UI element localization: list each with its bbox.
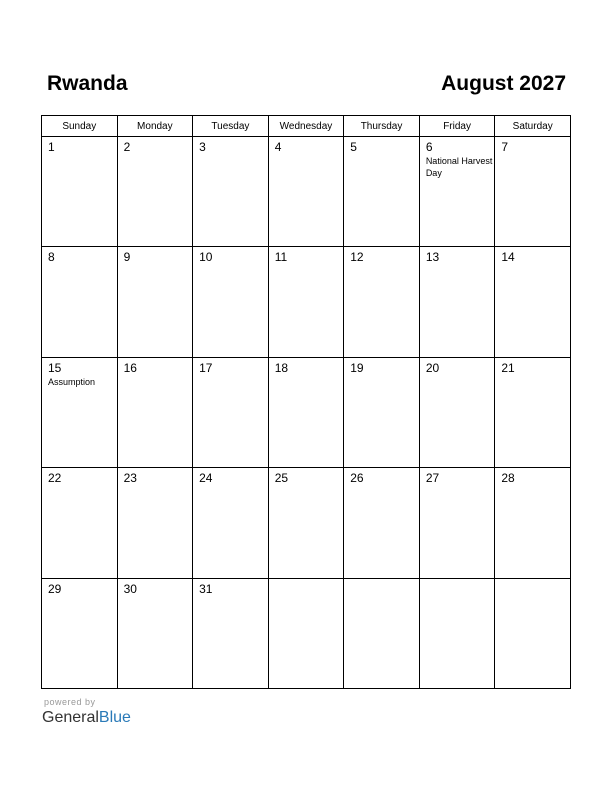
day-cell (344, 468, 420, 578)
day-number: 2 (123, 140, 131, 154)
day-number: 8 (48, 250, 55, 265)
day-cell (495, 137, 571, 247)
day-number: 23 (123, 471, 137, 486)
day-number: 3 (199, 140, 206, 154)
day-number: 15 (48, 360, 62, 375)
day-number: 20 (425, 360, 440, 375)
day-number: 30 (123, 581, 137, 596)
day-cell (344, 357, 420, 467)
day-cell (117, 578, 193, 688)
brand-general: General (42, 709, 99, 726)
week-row (42, 247, 571, 357)
day-number: 19 (350, 360, 364, 375)
day-number: 26 (350, 471, 364, 486)
month-title: August 2027 (441, 72, 566, 95)
day-cell (419, 247, 495, 357)
day-number: 24 (199, 471, 213, 486)
holiday-label: Assumption (48, 376, 96, 387)
day-number: 31 (199, 581, 213, 596)
day-cell (419, 357, 495, 467)
day-number: 17 (199, 360, 213, 375)
day-number: 25 (274, 471, 289, 486)
day-cell (495, 468, 571, 578)
day-cell (193, 468, 269, 578)
week-row (42, 468, 571, 578)
day-number: 27 (425, 471, 440, 486)
day-number: 4 (274, 140, 282, 154)
weekday-monday: Monday (117, 116, 193, 137)
weekday-saturday: Saturday (495, 116, 571, 137)
day-number: 13 (425, 250, 440, 265)
day-cell (419, 137, 495, 247)
day-cell (419, 468, 495, 578)
day-cell-empty (268, 578, 344, 688)
day-cell (193, 137, 269, 247)
weekday-thursday: Thursday (344, 116, 420, 137)
weekday-sunday: Sunday (42, 116, 118, 137)
day-cell (42, 247, 118, 357)
powered-by-text: powered by (44, 697, 96, 707)
weekday-wednesday: Wednesday (268, 116, 344, 137)
day-cell (193, 357, 269, 467)
day-number: 16 (123, 360, 137, 375)
brand-blue: Blue (98, 709, 131, 726)
holiday-label: National Harvest Day (425, 156, 493, 178)
week-row (42, 357, 571, 467)
day-number: 28 (501, 471, 515, 486)
day-cell-empty (419, 578, 495, 688)
weekday-tuesday: Tuesday (193, 116, 269, 137)
day-number: 7 (501, 140, 509, 154)
day-number: 10 (199, 250, 213, 265)
day-number: 12 (350, 250, 364, 265)
day-cell (117, 137, 193, 247)
day-cell (42, 468, 118, 578)
day-cell (193, 578, 269, 688)
day-number: 14 (501, 250, 515, 265)
day-number: 1 (48, 140, 55, 154)
day-cell (495, 247, 571, 357)
day-number: 29 (48, 581, 62, 596)
calendar-grid (41, 115, 571, 689)
weekday-header-row (42, 116, 571, 137)
day-cell (344, 247, 420, 357)
generalblue-logo[interactable] (42, 708, 131, 728)
day-cell (268, 247, 344, 357)
day-cell (117, 468, 193, 578)
day-number: 21 (501, 360, 515, 375)
week-row (42, 578, 571, 688)
day-number: 11 (274, 250, 288, 265)
day-cell (193, 247, 269, 357)
day-number: 22 (48, 471, 62, 486)
day-number: 5 (350, 140, 357, 154)
day-number: 9 (123, 250, 131, 265)
day-number: 6 (425, 140, 433, 154)
day-cell-empty (344, 578, 420, 688)
day-cell (268, 137, 344, 247)
weekday-friday: Friday (419, 116, 495, 137)
day-cell (268, 357, 344, 467)
week-row (42, 137, 571, 247)
day-cell (344, 137, 420, 247)
country-title: Rwanda (47, 72, 128, 95)
day-cell (42, 357, 118, 467)
day-cell (268, 468, 344, 578)
day-cell (42, 578, 118, 688)
day-cell (495, 357, 571, 467)
day-number: 18 (274, 360, 289, 375)
day-cell (117, 247, 193, 357)
day-cell (117, 357, 193, 467)
day-cell-empty (495, 578, 571, 688)
day-cell (42, 137, 118, 247)
